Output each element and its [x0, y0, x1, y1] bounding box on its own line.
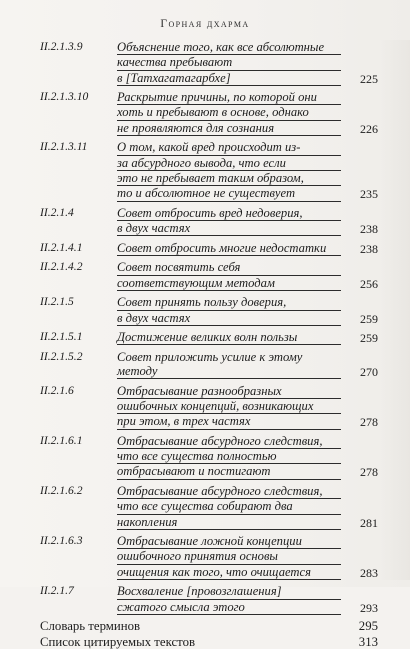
toc-entry-title-line: О том, какой вред происходит из- — [117, 140, 341, 155]
toc-entry-title-line: Совет посвятить себя — [117, 260, 341, 275]
toc-entry-title-line: Отбрасывание абсурдного следствия, — [117, 484, 341, 499]
toc-entry-title-line: Отбрасывание разнообразных — [117, 384, 341, 399]
toc-entry-title-line: Отбрасывание абсурдного следствия, — [117, 434, 341, 449]
toc-entry-number: II.2.1.6.1 — [40, 433, 83, 447]
toc-entry-title-line: это не пребывает таким образом, — [117, 171, 341, 186]
toc-entry-title — [117, 384, 341, 430]
toc-entry-title-line: Достижение великих волн пользы — [117, 330, 341, 345]
toc-entry-page: 226 — [360, 121, 378, 136]
toc-entry[interactable] — [40, 241, 378, 256]
toc-entry-number: II.2.1.3.10 — [40, 90, 89, 104]
toc-entry-title-line: Совет приложить усилие к этому методу — [117, 350, 341, 380]
toc-entry-number: II.2.1.5 — [40, 295, 74, 309]
toc-entry-title-line: в двух частях — [117, 311, 341, 326]
toc-entry[interactable] — [40, 330, 378, 345]
toc-entry-page: 238 — [360, 241, 378, 256]
toc-entry-title-line: Раскрытие причины, по которой они — [117, 90, 341, 105]
toc-entry-title-line: за абсурдного вывода, что если — [117, 156, 341, 171]
toc-entry-title-line: что все существа полностью — [117, 449, 341, 464]
toc-entry-page: 270 — [360, 365, 378, 380]
toc-entry-page: 259 — [360, 311, 378, 326]
toc-entry[interactable] — [40, 384, 378, 430]
facing-page-shadow — [380, 40, 410, 580]
running-head: Горная дхарма — [160, 18, 250, 30]
toc-entry-title — [117, 206, 341, 237]
back-matter-entry[interactable] — [40, 635, 378, 649]
toc-entry-title-line: то и абсолютное не существует — [117, 186, 341, 201]
toc-entry-title — [117, 434, 341, 480]
toc-entry-title — [117, 241, 341, 256]
back-matter-page: 295 — [358, 619, 378, 634]
toc-entry-number: II.2.1.7 — [40, 584, 74, 598]
toc-entry-number: II.2.1.6 — [40, 383, 74, 397]
toc-entry-title-line: накопления — [117, 515, 341, 530]
toc-entry-title-line: ошибочных концепций, возникающих — [117, 399, 341, 414]
toc-entry-page: 283 — [360, 565, 378, 580]
toc-entry-page: 293 — [360, 600, 378, 615]
toc-entry-number: II.2.1.4.1 — [40, 240, 83, 254]
toc-entry-title-line: сжатого смысла этого — [117, 600, 341, 615]
toc-entry[interactable] — [40, 295, 378, 326]
toc-entry-number: II.2.1.6.3 — [40, 534, 83, 548]
toc-entry-title-line: в двух частях — [117, 221, 341, 236]
toc-entry-title-line: качества пребывают — [117, 55, 341, 70]
toc-entry-page: 259 — [360, 331, 378, 346]
toc-entry-page: 278 — [360, 465, 378, 480]
toc-entry-number: II.2.1.6.2 — [40, 483, 83, 497]
toc-entry[interactable] — [40, 584, 378, 615]
toc-entry-title-line: Совет отбросить вред недоверия, — [117, 206, 341, 221]
back-matter-entry[interactable] — [40, 619, 378, 633]
toc-entry-title — [117, 484, 341, 530]
toc-entry[interactable] — [40, 534, 378, 580]
toc-entry-title — [117, 350, 341, 380]
toc-entry-title-line: Совет отбросить многие недостатки — [117, 241, 341, 256]
toc-entry-title-line: ошибочного принятия основы — [117, 549, 341, 564]
toc-entry-title-line: в [Татхагатагарбхе] — [117, 71, 341, 86]
back-matter-label: Словарь терминов — [40, 619, 141, 634]
toc-entry-page: 278 — [360, 415, 378, 430]
toc-entry-title-line: что все существа собирают два — [117, 499, 341, 514]
back-matter-label: Список цитируемых текстов — [40, 635, 196, 649]
toc-entry-title — [117, 584, 341, 615]
table-of-contents — [40, 40, 378, 649]
toc-entry-title-line: соответствующим методам — [117, 276, 341, 291]
toc-entry-number: II.2.1.3.9 — [40, 40, 83, 53]
toc-entry-title-line: очищения как того, что очищается — [117, 565, 341, 580]
toc-entry-number: II.2.1.5.1 — [40, 330, 83, 344]
toc-entry[interactable] — [40, 140, 378, 201]
toc-entry-page: 238 — [360, 222, 378, 237]
toc-entry[interactable] — [40, 206, 378, 237]
toc-entry[interactable] — [40, 434, 378, 480]
toc-entry-number: II.2.1.4 — [40, 205, 74, 219]
toc-entry-title — [117, 40, 341, 86]
toc-entry[interactable] — [40, 260, 378, 291]
toc-entry-title — [117, 330, 341, 345]
toc-entry-title-line: хоть и пребывают в основе, однако — [117, 105, 341, 120]
toc-entry[interactable] — [40, 350, 378, 380]
toc-entry-title — [117, 534, 341, 580]
toc-entry-page: 225 — [360, 71, 378, 86]
toc-entry-number: II.2.1.4.2 — [40, 260, 83, 274]
toc-entry-title — [117, 260, 341, 291]
toc-entry[interactable] — [40, 40, 378, 86]
toc-entry-title — [117, 90, 341, 136]
toc-entry-title-line: не проявляются для сознания — [117, 121, 341, 136]
toc-entry-page: 235 — [360, 187, 378, 202]
toc-entry-title-line: при этом, в трех частях — [117, 414, 341, 429]
toc-entry-title-line: Восхваление [провозглашения] — [117, 584, 341, 599]
toc-entry-number: II.2.1.3.11 — [40, 140, 88, 154]
toc-entry-title — [117, 140, 341, 201]
toc-entry[interactable] — [40, 90, 378, 136]
toc-entry-title-line: Отбрасывание ложной концепции — [117, 534, 341, 549]
back-matter-page: 313 — [358, 635, 378, 649]
toc-entry[interactable] — [40, 484, 378, 530]
toc-entry-page: 256 — [360, 276, 378, 291]
toc-entry-title-line: Объяснение того, как все абсолютные — [117, 40, 341, 55]
toc-entry-title-line: отбрасывают и постигают — [117, 464, 341, 479]
toc-entry-title — [117, 295, 341, 326]
toc-entry-page: 281 — [360, 515, 378, 530]
toc-entry-title-line: Совет принять пользу доверия, — [117, 295, 341, 310]
toc-entry-number: II.2.1.5.2 — [40, 349, 83, 363]
